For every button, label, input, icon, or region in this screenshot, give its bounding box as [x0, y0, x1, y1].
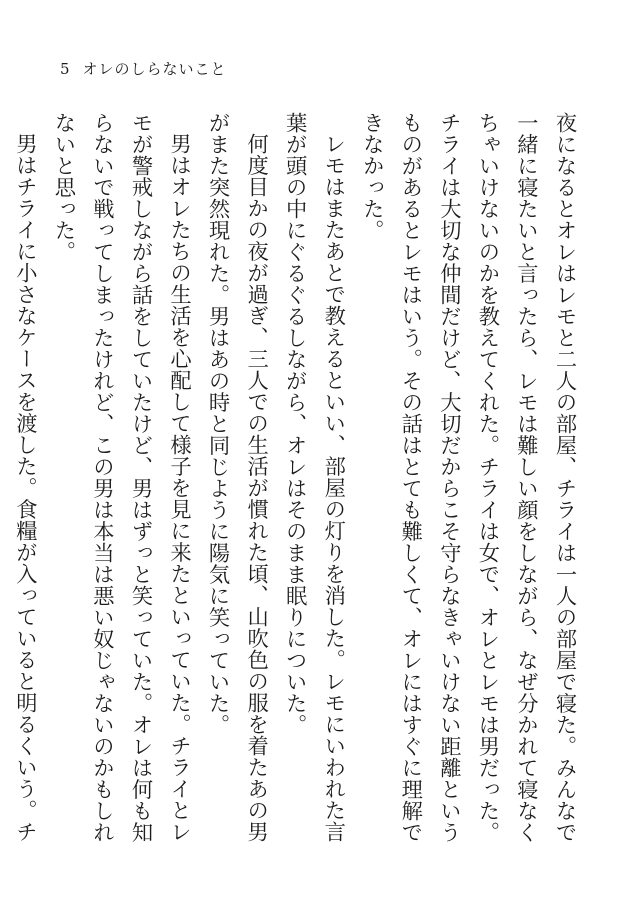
paragraph-2: レモはまたあとで教えるといい、部屋の灯りを消した。レモにいわれた言葉が頭の中にぐるぐるしながら、オレはそのまま眠りについた。 — [282, 112, 346, 843]
paragraph-1: 夜になるとオレはレモと二人の部屋、チライは一人の部屋で寝た。みんなで一緒に寝たいと言ったら、レモは難しい顔をしながら、なぜ分かれて寝なくちゃいけないのかを教えてくれた。チライは女で、オレとレモは男だった。チライは大切な仲間だけど、大切だからこそ守らなきゃいけない距離というものがあるとレモはいう。その話はとても難しくて、オレにはすぐに理解できなかった。 — [359, 112, 577, 843]
chapter-title: オレのしらないこと — [82, 60, 227, 78]
running-header — [60, 58, 227, 82]
vertical-body-text — [12, 112, 583, 864]
page-number: 5 — [60, 60, 71, 78]
paragraph-4: 男はオレたちの生活を心配して様子を見に来たといっていた。チライとレモが警戒しながら話をしていたけど、男はずっと笑っていた。オレは何も知らないで戦ってしまったけれど、この男は本当は悪い奴じゃないのかもしれないと思った。 — [50, 112, 192, 843]
paragraph-5: 男はチライに小さなケースを渡した。食糧が入っていると明るくいう。チ — [12, 133, 38, 843]
paragraph-3: 何度目かの夜が過ぎ、三人での生活が慣れた頃、山吹色の服を着たあの男がまた突然現れた。男はあの時と同じように陽気に笑っていた。 — [205, 112, 269, 843]
